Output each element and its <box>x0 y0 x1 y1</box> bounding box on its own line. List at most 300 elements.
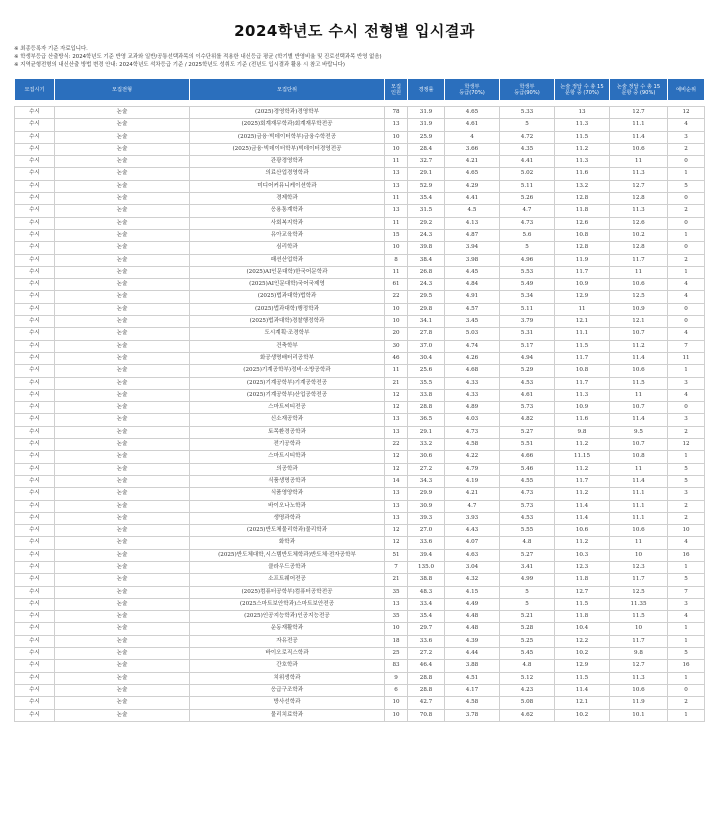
table-cell: 유아교육학과 <box>190 229 385 241</box>
table-cell: 1 <box>668 168 705 180</box>
table-cell: 7 <box>668 586 705 598</box>
table-cell: 3 <box>668 488 705 500</box>
table-row <box>15 340 705 352</box>
table-cell: 수시 <box>15 611 55 623</box>
table-row <box>15 709 705 721</box>
table-cell: 11.7 <box>555 377 610 389</box>
table-cell: 11.2 <box>555 143 610 155</box>
table-cell: 10 <box>668 525 705 537</box>
table-cell: 12.7 <box>610 107 668 119</box>
table-cell: 35 <box>385 611 408 623</box>
table-cell: 10 <box>385 143 408 155</box>
table-cell: 4.8 <box>500 537 555 549</box>
table-row <box>15 525 705 537</box>
table-cell: 4.17 <box>445 684 500 696</box>
table-cell: 11.3 <box>610 672 668 684</box>
col-header-competition: 경쟁률 <box>408 79 445 101</box>
table-cell: 클라우드공학과 <box>190 561 385 573</box>
table-cell: 5.17 <box>500 340 555 352</box>
table-row <box>15 229 705 241</box>
table-cell: 논술 <box>55 242 190 254</box>
table-cell: 수시 <box>15 352 55 364</box>
table-row <box>15 119 705 131</box>
table-cell: 12.3 <box>555 561 610 573</box>
table-cell: 물리치료학과 <box>190 709 385 721</box>
table-cell: 38.4 <box>408 254 445 266</box>
table-cell: 5.28 <box>500 623 555 635</box>
table-cell: 수시 <box>15 389 55 401</box>
col-header-quota: 모집 인원 <box>385 79 408 101</box>
table-cell: (2025)경영학과)경영학부 <box>190 107 385 119</box>
table-cell: 화공생명배터리공학부 <box>190 352 385 364</box>
table-cell: 29.1 <box>408 426 445 438</box>
table-row <box>15 107 705 119</box>
table-cell: 12.9 <box>555 291 610 303</box>
table-cell: 응급구조학과 <box>190 684 385 696</box>
table-cell: 11.4 <box>555 512 610 524</box>
table-row <box>15 512 705 524</box>
table-cell: 수시 <box>15 291 55 303</box>
table-cell: 4.23 <box>500 684 555 696</box>
table-cell: 11.3 <box>610 205 668 217</box>
table-cell: 10.1 <box>610 709 668 721</box>
table-row <box>15 475 705 487</box>
table-cell: 식품생명공학과 <box>190 475 385 487</box>
table-cell: 1 <box>668 623 705 635</box>
table-cell: 3 <box>668 377 705 389</box>
table-cell: 수시 <box>15 635 55 647</box>
table-cell: 논술 <box>55 279 190 291</box>
table-cell: 52.9 <box>408 180 445 192</box>
table-cell: 3.93 <box>445 512 500 524</box>
table-cell: 11.7 <box>555 266 610 278</box>
table-cell: 24.3 <box>408 279 445 291</box>
table-row <box>15 193 705 205</box>
table-cell: 논술 <box>55 377 190 389</box>
table-cell: 5 <box>668 463 705 475</box>
table-cell: 0 <box>668 316 705 328</box>
table-cell: 16 <box>668 660 705 672</box>
table-cell: (2025스마트보안학과)스마트보안전공 <box>190 598 385 610</box>
table-cell: 4.26 <box>445 352 500 364</box>
table-cell: 0 <box>668 684 705 696</box>
table-cell: 12.1 <box>555 316 610 328</box>
table-cell: 4 <box>668 537 705 549</box>
table-cell: 논술 <box>55 500 190 512</box>
table-cell: 5.21 <box>500 611 555 623</box>
table-row <box>15 684 705 696</box>
table-cell: 4.41 <box>500 156 555 168</box>
table-cell: 수시 <box>15 684 55 696</box>
table-cell: 33.4 <box>408 598 445 610</box>
table-cell: 29.5 <box>408 291 445 303</box>
table-cell: 수시 <box>15 205 55 217</box>
table-cell: 11 <box>610 266 668 278</box>
table-cell: 1 <box>668 561 705 573</box>
table-cell: 11.4 <box>610 352 668 364</box>
col-header-period: 모집시기 <box>15 79 55 101</box>
table-cell: 11 <box>610 463 668 475</box>
col-header-admission-type: 모집전형 <box>55 79 190 101</box>
table-cell: 4.79 <box>445 463 500 475</box>
table-cell: 논술 <box>55 463 190 475</box>
table-cell: 3.94 <box>445 242 500 254</box>
table-cell: 12 <box>385 389 408 401</box>
table-cell: 수시 <box>15 131 55 143</box>
table-cell: 10 <box>385 303 408 315</box>
col-header-grade-90: 학생부 등급(90%) <box>500 79 555 101</box>
table-cell: 4.66 <box>500 451 555 463</box>
table-cell: 33.6 <box>408 635 445 647</box>
table-cell: 논술 <box>55 439 190 451</box>
table-cell: 4.73 <box>500 217 555 229</box>
table-cell: 4.45 <box>445 266 500 278</box>
table-cell: 39.3 <box>408 512 445 524</box>
table-cell: 수시 <box>15 229 55 241</box>
table-row <box>15 451 705 463</box>
table-cell: 4.89 <box>445 402 500 414</box>
table-cell: 5.45 <box>500 648 555 660</box>
table-cell: 4.13 <box>445 217 500 229</box>
table-cell: 11.7 <box>610 574 668 586</box>
table-cell: 3 <box>668 598 705 610</box>
table-cell: 논술 <box>55 475 190 487</box>
table-cell: 1 <box>668 709 705 721</box>
table-cell: 수시 <box>15 512 55 524</box>
table-cell: 수시 <box>15 254 55 266</box>
table-cell: (2025)법과대학)경찰행정학과 <box>190 316 385 328</box>
table-cell: 10.6 <box>610 279 668 291</box>
table-cell: 논술 <box>55 119 190 131</box>
table-cell: 수시 <box>15 574 55 586</box>
table-cell: 4.73 <box>445 426 500 438</box>
table-cell: 논술 <box>55 193 190 205</box>
table-cell: 10 <box>385 242 408 254</box>
table-cell: 도시계획·조경학부 <box>190 328 385 340</box>
table-cell: 4.65 <box>445 107 500 119</box>
table-row <box>15 561 705 573</box>
table-row <box>15 389 705 401</box>
table-cell: 4.61 <box>445 119 500 131</box>
table-cell: 13 <box>385 180 408 192</box>
table-cell: 4 <box>668 291 705 303</box>
table-cell: 12 <box>385 402 408 414</box>
table-cell: 10 <box>385 709 408 721</box>
table-cell: (2025)반도체대학,시스템반도체학과)반도체·전자공학부 <box>190 549 385 561</box>
table-cell: 12.7 <box>555 586 610 598</box>
table-row <box>15 303 705 315</box>
table-cell: 34.1 <box>408 316 445 328</box>
table-cell: 4.58 <box>445 439 500 451</box>
table-cell: 3 <box>668 131 705 143</box>
table-cell: 논술 <box>55 107 190 119</box>
table-cell: 4.51 <box>445 672 500 684</box>
table-cell: 5.03 <box>445 328 500 340</box>
table-cell: 3.79 <box>500 316 555 328</box>
table-cell: 식품영양학과 <box>190 488 385 500</box>
table-cell: 수시 <box>15 561 55 573</box>
table-cell: 27.8 <box>408 328 445 340</box>
table-cell: 11 <box>610 389 668 401</box>
table-cell: 35.5 <box>408 377 445 389</box>
table-row <box>15 316 705 328</box>
table-cell: 10.8 <box>555 365 610 377</box>
table-cell: 수시 <box>15 697 55 709</box>
table-cell: 논술 <box>55 488 190 500</box>
table-cell: 논술 <box>55 598 190 610</box>
table-cell: 11.2 <box>555 439 610 451</box>
table-row <box>15 500 705 512</box>
table-cell: 패션산업학과 <box>190 254 385 266</box>
table-cell: 11.1 <box>610 119 668 131</box>
col-header-essay-70: 논술 정답 수 총 15 문항 중 (70%) <box>555 79 610 101</box>
table-cell: 12.8 <box>555 193 610 205</box>
table-cell: 수시 <box>15 426 55 438</box>
col-header-grade-70: 학생부 등급(70%) <box>445 79 500 101</box>
table-row <box>15 623 705 635</box>
table-row <box>15 205 705 217</box>
table-cell: 4.72 <box>500 131 555 143</box>
table-cell: 3.98 <box>445 254 500 266</box>
table-cell: 11.3 <box>555 156 610 168</box>
table-cell: 수시 <box>15 242 55 254</box>
table-cell: 4.65 <box>445 168 500 180</box>
table-cell: 11.8 <box>555 205 610 217</box>
table-cell: 8 <box>385 254 408 266</box>
table-cell: 논술 <box>55 561 190 573</box>
table-cell: 11 <box>385 217 408 229</box>
table-cell: 화학과 <box>190 537 385 549</box>
table-cell: 16 <box>668 549 705 561</box>
table-cell: 39.4 <box>408 549 445 561</box>
table-cell: 5.27 <box>500 549 555 561</box>
table-cell: 4 <box>668 611 705 623</box>
table-row <box>15 439 705 451</box>
table-cell: 자유전공 <box>190 635 385 647</box>
col-header-waitlist: 예비순위 <box>668 79 705 101</box>
table-cell: 11.8 <box>555 574 610 586</box>
table-row <box>15 660 705 672</box>
table-cell: 생명과학과 <box>190 512 385 524</box>
table-cell: 11 <box>385 266 408 278</box>
table-cell: 11 <box>385 193 408 205</box>
table-cell: 5 <box>668 648 705 660</box>
table-cell: 3.78 <box>445 709 500 721</box>
table-cell: 4.94 <box>500 352 555 364</box>
table-cell: 4.49 <box>445 598 500 610</box>
table-cell: 13.2 <box>555 180 610 192</box>
table-cell: 4.19 <box>445 475 500 487</box>
table-row <box>15 549 705 561</box>
table-cell: 4.07 <box>445 537 500 549</box>
table-cell: 수시 <box>15 365 55 377</box>
table-cell: 0 <box>668 156 705 168</box>
table-cell: 5.08 <box>500 697 555 709</box>
table-cell: 바이오로직스학과 <box>190 648 385 660</box>
table-cell: 5.53 <box>500 266 555 278</box>
table-row <box>15 279 705 291</box>
table-cell: 논술 <box>55 684 190 696</box>
table-cell: 11.1 <box>610 512 668 524</box>
table-cell: 4.63 <box>445 549 500 561</box>
table-cell: 11 <box>610 156 668 168</box>
table-cell: 10.7 <box>610 439 668 451</box>
table-cell: 12 <box>668 107 705 119</box>
table-cell: 5.49 <box>500 279 555 291</box>
table-cell: 4.53 <box>500 377 555 389</box>
table-cell: 수시 <box>15 463 55 475</box>
table-row <box>15 365 705 377</box>
table-cell: 37.0 <box>408 340 445 352</box>
table-cell: 2 <box>668 205 705 217</box>
table-cell: 수시 <box>15 525 55 537</box>
table-cell: 13 <box>385 598 408 610</box>
table-cell: 논술 <box>55 611 190 623</box>
table-cell: 4.55 <box>500 475 555 487</box>
table-cell: 1 <box>668 451 705 463</box>
table-cell: 수시 <box>15 623 55 635</box>
table-cell: 83 <box>385 660 408 672</box>
table-cell: 수시 <box>15 451 55 463</box>
table-cell: 11.4 <box>555 500 610 512</box>
table-cell: 4.5 <box>445 205 500 217</box>
table-cell: 4.41 <box>445 193 500 205</box>
table-cell: 11.35 <box>610 598 668 610</box>
table-cell: 11.15 <box>555 451 610 463</box>
table-cell: 1 <box>668 672 705 684</box>
table-cell: 0 <box>668 303 705 315</box>
table-cell: 수시 <box>15 279 55 291</box>
table-cell: 4.03 <box>445 414 500 426</box>
table-cell: 4.21 <box>445 156 500 168</box>
table-cell: 10.3 <box>555 549 610 561</box>
table-cell: 소프트웨어전공 <box>190 574 385 586</box>
table-cell: 24.3 <box>408 229 445 241</box>
table-cell: 11.9 <box>555 254 610 266</box>
table-row <box>15 266 705 278</box>
table-cell: 4 <box>668 279 705 291</box>
table-cell: 11.5 <box>610 377 668 389</box>
table-cell: 의공학과 <box>190 463 385 475</box>
table-cell: 29.1 <box>408 168 445 180</box>
table-row <box>15 574 705 586</box>
table-row <box>15 242 705 254</box>
table-cell: 미디어커뮤니케이션학과 <box>190 180 385 192</box>
note-line: ※ 학생부등급 산출방식: 2024학년도 기준 반영 교과와 일반/공통선택과목의 이수단위를 적용한 내신등급 평균 (학기별 반영비율 및 진로선택과목 반영 없음) <box>14 54 382 60</box>
table-cell: 2 <box>668 143 705 155</box>
table-cell: 1 <box>668 635 705 647</box>
table-cell: 29.2 <box>408 217 445 229</box>
table-cell: 2 <box>668 500 705 512</box>
table-cell: 11.9 <box>610 697 668 709</box>
table-cell: 수시 <box>15 156 55 168</box>
table-cell: 12 <box>385 525 408 537</box>
table-cell: 11 <box>555 303 610 315</box>
table-cell: 4 <box>668 389 705 401</box>
table-cell: 5.26 <box>500 193 555 205</box>
table-cell: 9 <box>385 672 408 684</box>
table-cell: 논술 <box>55 574 190 586</box>
table-cell: 5.34 <box>500 291 555 303</box>
table-cell: 3.66 <box>445 143 500 155</box>
table-cell: 12 <box>385 463 408 475</box>
table-cell: 10.8 <box>555 229 610 241</box>
table-cell: 4.22 <box>445 451 500 463</box>
table-cell: 31.9 <box>408 119 445 131</box>
table-cell: 32.7 <box>408 156 445 168</box>
table-cell: 11.3 <box>610 168 668 180</box>
table-cell: 11.7 <box>610 254 668 266</box>
table-cell: 논술 <box>55 426 190 438</box>
table-cell: 1 <box>668 266 705 278</box>
table-cell: 4.33 <box>445 389 500 401</box>
table-cell: 논술 <box>55 352 190 364</box>
table-cell: 10.9 <box>555 279 610 291</box>
table-cell: 4.35 <box>500 143 555 155</box>
table-cell: 48.3 <box>408 586 445 598</box>
table-cell: 5 <box>668 574 705 586</box>
table-cell: 42.7 <box>408 697 445 709</box>
table-cell: 논술 <box>55 229 190 241</box>
table-cell: 논술 <box>55 156 190 168</box>
table-cell: 28.4 <box>408 143 445 155</box>
table-cell: 수시 <box>15 537 55 549</box>
table-cell: 5 <box>500 586 555 598</box>
table-cell: 수시 <box>15 168 55 180</box>
table-cell: 5.12 <box>500 672 555 684</box>
table-cell: 13 <box>385 488 408 500</box>
table-cell: 수시 <box>15 340 55 352</box>
table-cell: 11.2 <box>555 488 610 500</box>
table-cell: 11.3 <box>555 119 610 131</box>
table-row <box>15 635 705 647</box>
table-cell: 4.58 <box>445 697 500 709</box>
table-cell: 3.45 <box>445 316 500 328</box>
table-cell: 11.4 <box>555 684 610 696</box>
table-cell: 5.6 <box>500 229 555 241</box>
table-cell: 10 <box>385 697 408 709</box>
table-cell: 논술 <box>55 340 190 352</box>
table-cell: 2 <box>668 697 705 709</box>
table-cell: 22 <box>385 439 408 451</box>
table-cell: 4.96 <box>500 254 555 266</box>
table-cell: 21 <box>385 377 408 389</box>
table-cell: 경제학과 <box>190 193 385 205</box>
table-cell: 31.9 <box>408 107 445 119</box>
table-cell: 4.21 <box>445 488 500 500</box>
table-cell: 29.8 <box>408 303 445 315</box>
table-cell: 9.8 <box>610 648 668 660</box>
table-cell: 70.8 <box>408 709 445 721</box>
table-cell: 2 <box>668 512 705 524</box>
table-cell: 12.2 <box>555 635 610 647</box>
table-row <box>15 586 705 598</box>
table-cell: 치위생학과 <box>190 672 385 684</box>
table-cell: 논술 <box>55 389 190 401</box>
table-cell: 수시 <box>15 672 55 684</box>
table-cell: 10 <box>385 316 408 328</box>
table-cell: 9.8 <box>555 426 610 438</box>
table-cell: 4.62 <box>500 709 555 721</box>
table-cell: 13 <box>385 168 408 180</box>
table-row <box>15 180 705 192</box>
table-cell: 의료산업경영학과 <box>190 168 385 180</box>
table-row <box>15 168 705 180</box>
table-row <box>15 131 705 143</box>
table-cell: 4.8 <box>500 660 555 672</box>
table-cell: 28.8 <box>408 402 445 414</box>
table-cell: 11.2 <box>610 340 668 352</box>
